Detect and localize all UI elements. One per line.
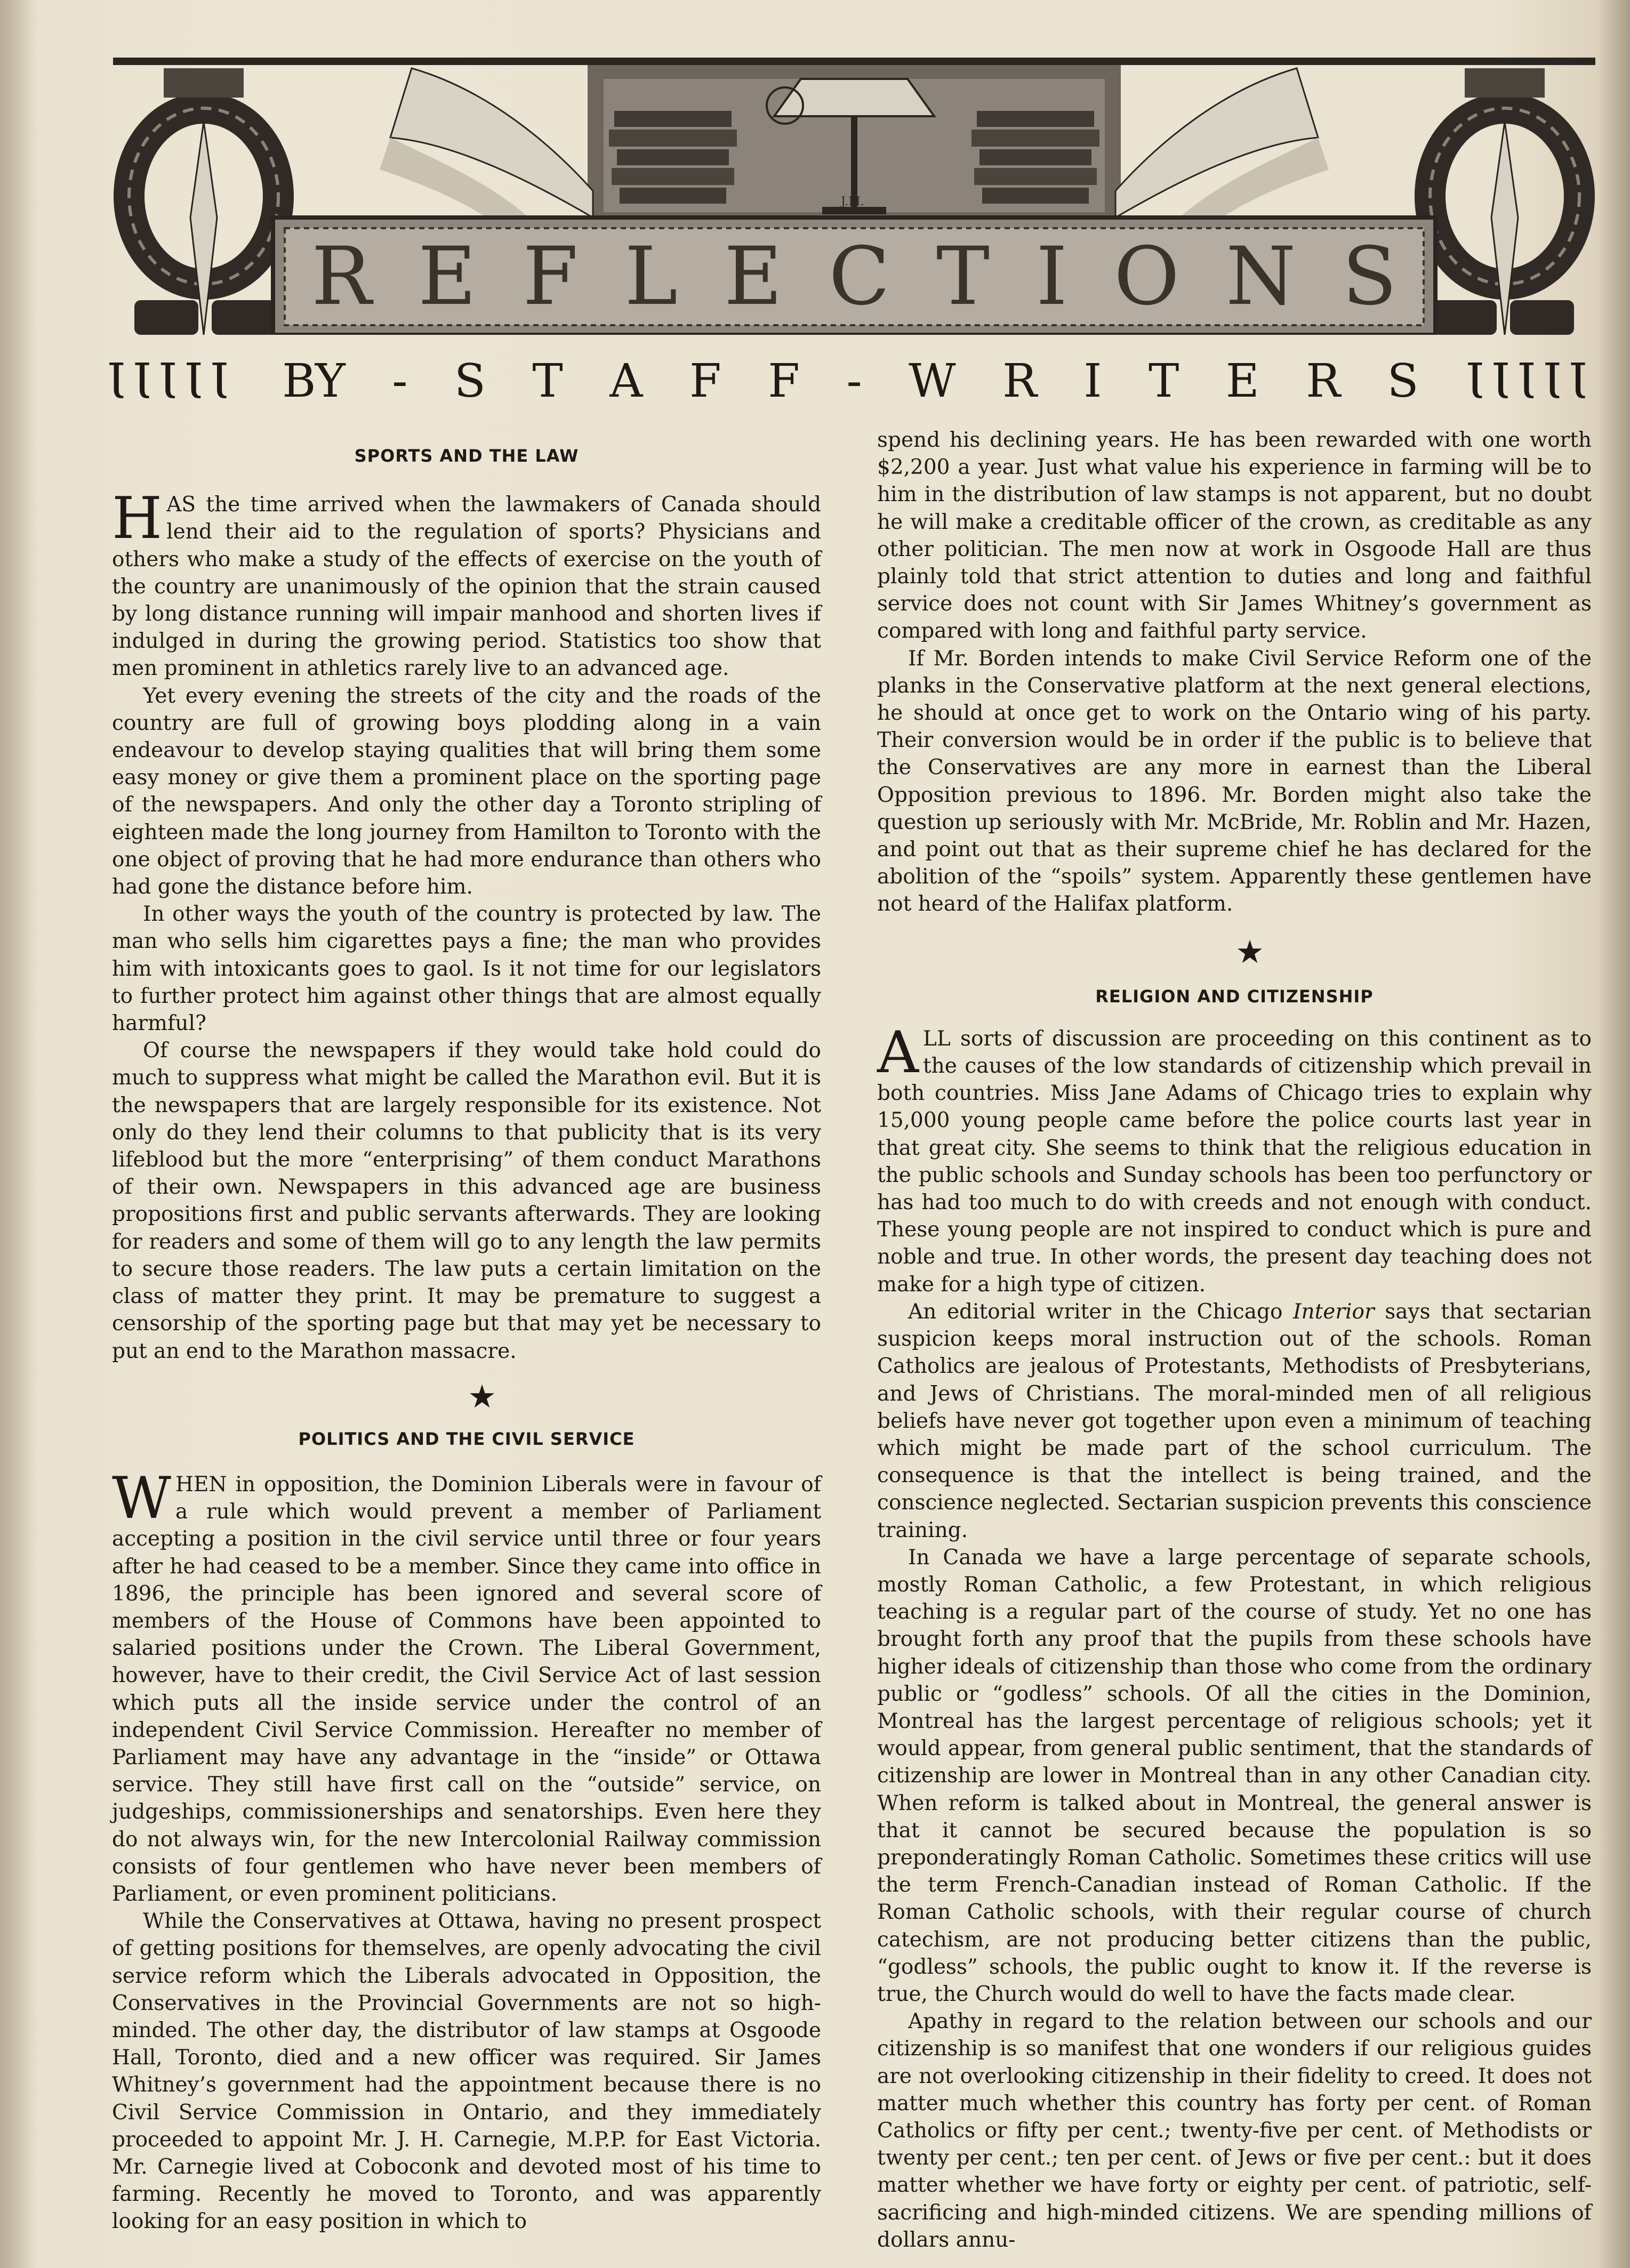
article-paragraph: Yet every evening the streets of the city and the roads of the country are full of growing boys plodding along in a vain endeavour to develop staying qualities that will bring them some easy money or give them a prominent place on the sporting page of the newspapers. And only the other day a Toronto stripling of eighteen made the long journey from Hamilton to Toronto with the one object of proving that he had more endurance than others who had gone the distance before him.: [112, 683, 821, 899]
page-edge-shadow: [1598, 0, 1630, 2268]
byline-ticks-left: ƖƖƖƖƖ: [107, 352, 236, 410]
title-letter: O: [1114, 230, 1180, 323]
star-divider: ★: [468, 1378, 496, 1416]
star-divider: ★: [1235, 933, 1264, 971]
byline-letter: S: [1387, 355, 1419, 408]
article-paragraph: If Mr. Borden intends to make Civil Service Reform one of the planks in the Conservative platform at the next general elections, he should at once get to work on the Ontario wing of his party. Their conversion would be in order if the public is to believe that the Conservatives are any more in earnest than the Liberal Opposition previous to 1896. Mr. Borden might also take the question up seriously with Mr. McBride, Mr. Roblin and Mr. Hazen, and point out that as their supreme chief he has declared for the abolition of the “spoils” system. Apparently these gentlemen have not heard of the Halifax platform.: [877, 646, 1592, 916]
byline-letter: R: [1306, 355, 1341, 408]
title-letter: R: [311, 230, 372, 323]
article-paragraph: Of course the newspapers if they would take hold could do much to suppress what might be called the Marathon evil. But it is the newspapers that are largely responsible for its existence. Not only do they lend their columns to that publicity that is its very lifeblood but the more “enterprising” of them conduct Marathons of their own. Newspapers in this advanced age are business propositions first and public servants afterwards. They are looking for readers and some of them will go to any length the law permits to secure those readers. The law puts a certain limitation on the class of matter they print. It may be premature to suggest a censorship of the sporting page but that may yet be necessary to put an end to the Marathon massacre.: [112, 1039, 821, 1363]
title-letter: F: [523, 230, 579, 323]
byline-letter: T: [1148, 355, 1179, 408]
article-paragraph: In other ways the youth of the country is protected by law. The man who sells him cigarettes pays a fine; the man who provides him with intoxicants goes to gaol. Is it not time for our legislators to further protect him against other things that are almost equally harmful?: [112, 902, 821, 1036]
article-paragraph: WHEN in opposition, the Dominion Liberals were in favour of a rule which would prevent a member of Parliament accepting a position in the civil service until three or four years after he had ceased to be a member. Since they came into office in 1896, the principle has been ignored and several score of members of the House of Commons have been appointed to salaried positions under the Crown. The Liberal Government, however, have to their credit, the Civil Service Act of last session which puts all the inside service under the control of an independent Civil Service Commission. Hereafter no member of Parliament may have any advantage in the “inside” or Ottawa service. They still have first call on the “outside” service, on judgeships, commissionerships and senatorships. Even here they do not always win, for the new Intercolonial Railway commission consists of four gentlemen who have never been members of Parliament, or even prominent politicians.: [112, 1465, 821, 1906]
article-paragraph-continued: spend his declining years. He has been rewarded with one worth $2,200 a year. Just what value his experience in farming will be to him in the distribution of law stamps is not apparent, but no doubt he will make a creditable officer of the crown, as creditable as any other politician. The men now at work in Osgoode Hall are thus plainly told that strict attention to duties and long and faithful service does not count with Sir James Whitney’s government as compared with long and faithful party service.: [877, 428, 1592, 644]
title-letter: E: [724, 230, 783, 323]
title-letter: E: [417, 230, 477, 323]
article-paragraph: An editorial writer in the Chicago Interior says that sectarian suspicion keeps moral instruction out of the schools. Roman Catholics are jealous of Protestants, Methodists of Presbyterians, and Jews of Christians. The moral-minded men of all religious beliefs have never got together upon even a minimum of teaching which might be made part of the school curriculum. The consequence is that the intellect is being trained, and the conscience neglected. Sectarian suspicion prevents this conscience training.: [877, 1299, 1592, 1542]
title-letter: C: [829, 230, 890, 323]
section-title-politics: POLITICS AND THE CIVIL SERVICE: [298, 1428, 635, 1449]
byline-letter: F: [768, 355, 800, 408]
byline-letter: A: [609, 355, 643, 408]
article-paragraph: ALL sorts of discussion are proceeding on this continent as to the causes of the low standards of citizenship which prevail in both countries. Miss Jane Adams of Chicago tries to explain why 15,000 young people came before the police courts last year in that great city. She seems to think that the religious education in the public schools and Sunday schools has been too perfunctory or has had too much to do with creeds and not enough with conduct. These young people are not inspired to conduct which is pure and noble and true. In other words, the present day teaching does not make for a high type of citizen.: [877, 1019, 1592, 1297]
article-paragraph: While the Conservatives at Ottawa, having no present prospect of getting positions for themselves, are openly advocating the civil service reform which the Liberals advocated in Opposition, the Conservatives in the Provincial Governments are not so high-minded. The other day, the distributor of law stamps at Osgoode Hall, Toronto, died and a new officer was required. Sir James Whitney’s government had the appointment because there is no Civil Service Commission in Ontario, and they immediately proceeded to appoint Mr. J. H. Carnegie, M.P.P. for East Victoria. Mr. Carnegie lived at Coboconk and devoted most of his time to farming. Recently he moved to Toronto, and was apparently looking for an easy position in which to: [112, 1909, 821, 2234]
drop-cap: W: [112, 1465, 172, 1532]
drop-cap: A: [877, 1019, 919, 1086]
drop-cap: H: [112, 485, 163, 552]
title-letter: T: [936, 230, 990, 323]
gutter-shadow: [0, 0, 37, 2268]
article-paragraph: In Canada we have a large percentage of separate schools, mostly Roman Catholic, a few Protestant, in which religious teaching is a regular part of the course of study. Yet no one has brought forth any proof that the pupils from these schools have higher ideals of citizenship than those who come from the ordinary public or “godless” schools. Of all the cities in the Dominion, Montreal has the largest percentage of religious schools; yet it would appear, from general public sentiment, that the standards of citizenship are lower in Montreal than in any other Canadian city. When reform is talked about in Montreal, the general answer is that it cannot be secured because the population is so preponderatingly Roman Catholic. Sometimes these critics will use the term French-Canadian instead of Roman Catholic. If the Roman Catholic schools, with their regular course of church catechism, are not producing better citizens than the public, “godless” schools, the public ought to know it. If the reverse is true, the Church would do well to have the facts made clear.: [877, 1545, 1592, 2006]
byline-dash: -: [392, 355, 408, 408]
reflections-banner: [113, 58, 1595, 335]
title-letter: S: [1342, 230, 1397, 323]
article-paragraph: Apathy in regard to the relation between our schools and our citizenship is so manifest that one wonders if our religious guides are not overlooking citizenship in their fidelity to creed. It does not matter much whether this country has forty per cent. of Roman Catholics or fifty per cent.; twenty-five per cent. of Methodists or twenty per cent.; ten per cent. of Jews or five per cent.: but it does matter whether we have forty or eighty per cent. of patriotic, self-sacrificing and high-minded citizens. We are spending millions of dollars annu-: [877, 2009, 1592, 2252]
section-title-sports: SPORTS AND THE LAW: [354, 446, 579, 466]
byline-letter: W: [909, 355, 956, 408]
banner-title: [285, 228, 1424, 325]
byline-letter: I: [1083, 355, 1102, 408]
left-column: [112, 443, 821, 2235]
byline-letter: S: [454, 355, 486, 408]
byline-letter: E: [1225, 355, 1259, 408]
right-column: [877, 427, 1592, 2254]
title-letter: I: [1035, 230, 1068, 323]
byline-dash: -: [846, 355, 862, 408]
title-letter: N: [1226, 230, 1296, 323]
byline: [107, 352, 1594, 410]
byline-letter: T: [532, 355, 563, 408]
byline-letter: F: [689, 355, 721, 408]
artist-monogram: J.M.: [841, 195, 864, 208]
article-paragraph: HAS the time arrived when the lawmakers of Canada should lend their aid to the regulation of sports? Physicians and others who make a study of the effects of exercise on the youth of the country are unanimously of the opinion that the strain caused by long distance running will impair manhood and shorten lives if indulged in during the growing period. Statistics too show that men prominent in athletics rarely live to an advanced age.: [112, 485, 821, 681]
byline-letter: R: [1002, 355, 1037, 408]
byline-word: BY: [282, 355, 346, 408]
publication-name: Interior: [1293, 1299, 1375, 1324]
section-title-religion: RELIGION AND CITIZENSHIP: [1095, 986, 1374, 1007]
title-letter: L: [624, 230, 678, 323]
byline-ticks-right: ƖƖƖƖƖ: [1465, 352, 1594, 410]
